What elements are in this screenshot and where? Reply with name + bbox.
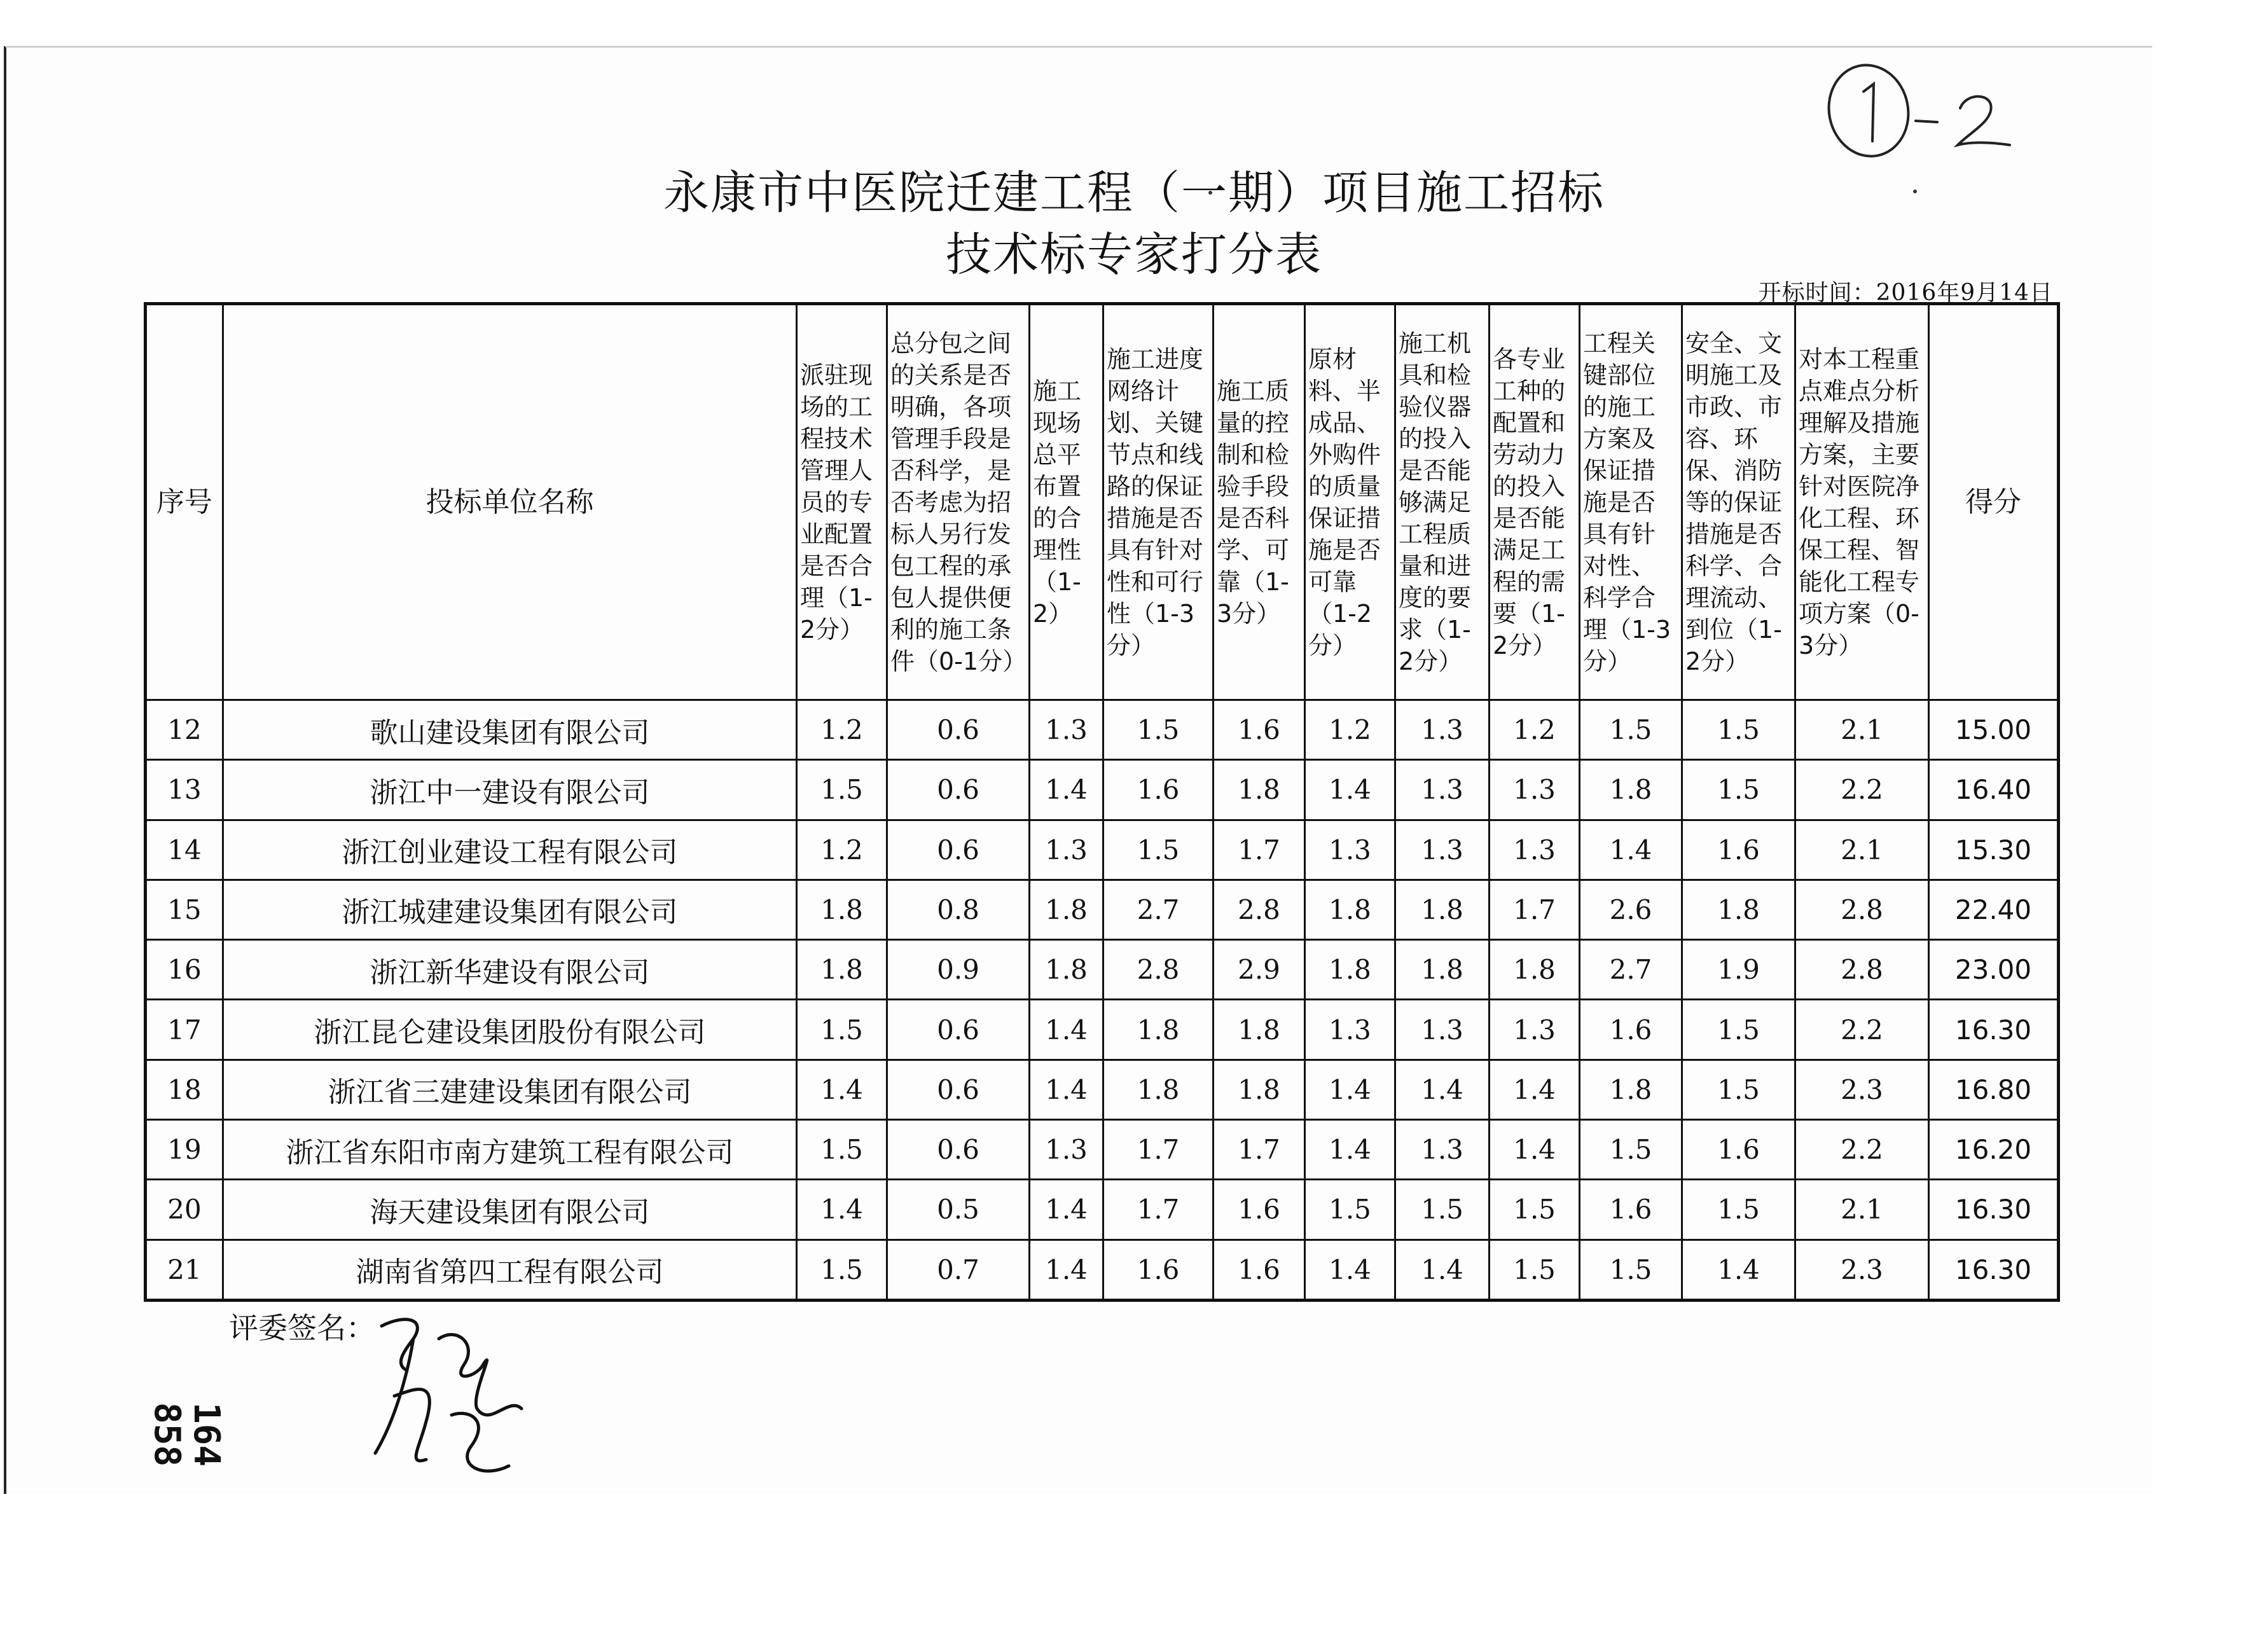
- page-number-line: 164: [186, 1402, 227, 1467]
- header-cell: 安全、文明施工及市政、市容、环保、消防等的保证措施是否科学、合理流动、到位（1-2分）: [1682, 304, 1795, 700]
- score-cell: 2.2: [1795, 1000, 1929, 1060]
- total-score: 16.30: [1929, 1000, 2059, 1060]
- score-cell: 2.8: [1103, 940, 1214, 1000]
- score-cell: 1.5: [1682, 1000, 1795, 1060]
- document-title: 永康市中医院迁建工程（一期）项目施工招标: [663, 166, 1605, 219]
- score-cell: 1.4: [1395, 1240, 1490, 1300]
- score-cell: 1.4: [1580, 820, 1682, 880]
- header-cell: 各专业工种的配置和劳动力的投入是否能满足工程的需要（1-2分）: [1490, 304, 1580, 700]
- score-cell: 1.5: [1580, 1240, 1682, 1300]
- score-cell: 2.8: [1795, 940, 1929, 1000]
- table-row: [146, 1119, 2059, 1179]
- score-cell: 1.8: [1214, 1060, 1305, 1119]
- score-cell: 1.8: [1395, 880, 1490, 939]
- company-name: 浙江省三建建设集团有限公司: [223, 1060, 797, 1119]
- score-cell: 1.5: [1682, 760, 1795, 820]
- score-cell: 1.8: [1395, 940, 1490, 1000]
- score-cell: 1.8: [1305, 880, 1395, 939]
- table-row: [146, 1240, 2059, 1300]
- score-cell: 1.3: [1395, 760, 1490, 820]
- header-cell: 序号: [146, 304, 223, 700]
- score-cell: 1.5: [797, 1240, 887, 1300]
- score-cell: 1.4: [1030, 1180, 1103, 1240]
- score-cell: 1.8: [1214, 1000, 1305, 1060]
- score-cell: 1.8: [797, 940, 887, 1000]
- score-cell: 1.6: [1103, 760, 1214, 820]
- table-row: [146, 880, 2059, 939]
- header-cell: 得分: [1929, 304, 2059, 700]
- score-cell: 1.8: [1580, 760, 1682, 820]
- total-score: 16.30: [1929, 1180, 2059, 1240]
- row-number: 19: [146, 1119, 223, 1179]
- score-cell: 1.6: [1682, 1119, 1795, 1179]
- score-cell: 1.4: [1305, 1119, 1395, 1179]
- score-cell: 1.8: [1214, 760, 1305, 820]
- score-cell: 1.3: [1030, 700, 1103, 760]
- score-cell: 1.3: [1030, 1119, 1103, 1179]
- score-cell: 2.7: [1580, 940, 1682, 1000]
- header-cell: 施工现场总平布置的合理性（1-2）: [1030, 304, 1103, 700]
- score-cell: 1.3: [1305, 820, 1395, 880]
- score-table: [144, 302, 2060, 1302]
- row-number: 12: [146, 700, 223, 760]
- score-cell: 1.8: [1490, 940, 1580, 1000]
- score-cell: 1.4: [1395, 1060, 1490, 1119]
- header-cell: 对本工程重点难点分析理解及措施方案，主要针对医院净化工程、环保工程、智能化工程专项方案（0-3分）: [1795, 304, 1929, 700]
- row-number: 21: [146, 1240, 223, 1300]
- score-cell: 2.1: [1795, 820, 1929, 880]
- score-cell: 1.2: [1490, 700, 1580, 760]
- score-cell: 1.5: [797, 1119, 887, 1179]
- company-name: 浙江新华建设有限公司: [223, 940, 797, 1000]
- score-cell: 1.6: [1580, 1000, 1682, 1060]
- page-number-line: 858: [146, 1402, 188, 1467]
- score-cell: 1.5: [1103, 700, 1214, 760]
- row-number: 13: [146, 760, 223, 820]
- score-cell: 1.7: [1103, 1180, 1214, 1240]
- score-cell: 1.5: [1682, 1180, 1795, 1240]
- score-cell: 1.3: [1490, 820, 1580, 880]
- score-cell: 0.6: [887, 820, 1030, 880]
- score-cell: 1.3: [1030, 820, 1103, 880]
- table-row: [146, 760, 2059, 820]
- score-cell: 1.4: [1030, 760, 1103, 820]
- score-cell: 0.6: [887, 1119, 1030, 1179]
- score-cell: 1.7: [1490, 880, 1580, 939]
- company-name: 浙江城建建设集团有限公司: [223, 880, 797, 939]
- score-cell: 1.6: [1580, 1180, 1682, 1240]
- table-row: [146, 1000, 2059, 1060]
- score-cell: 1.7: [1103, 1119, 1214, 1179]
- score-cell: 1.6: [1214, 700, 1305, 760]
- score-cell: 2.3: [1795, 1240, 1929, 1300]
- header-row: [146, 304, 2059, 700]
- score-cell: 1.5: [1580, 1119, 1682, 1179]
- header-cell: 施工机具和检验仪器的投入是否能够满足工程质量和进度的要求（1-2分）: [1395, 304, 1490, 700]
- score-cell: 1.4: [797, 1180, 887, 1240]
- score-cell: 1.5: [797, 1000, 887, 1060]
- score-cell: 1.4: [1490, 1060, 1580, 1119]
- total-score: 23.00: [1929, 940, 2059, 1000]
- score-cell: 1.5: [1305, 1180, 1395, 1240]
- open-time: 开标时间：2016年9月14日: [1758, 280, 2053, 306]
- total-score: 16.20: [1929, 1119, 2059, 1179]
- score-cell: 0.6: [887, 1000, 1030, 1060]
- score-cell: 2.8: [1795, 880, 1929, 939]
- table-row: [146, 1180, 2059, 1240]
- score-cell: 1.2: [797, 700, 887, 760]
- score-cell: 1.5: [1580, 700, 1682, 760]
- document-subtitle: 技术标专家打分表: [945, 228, 1322, 281]
- header-cell: 施工进度网络计划、关键节点和线路的保证措施是否具有针对性和可行性（1-3分）: [1103, 304, 1214, 700]
- score-cell: 2.1: [1795, 1180, 1929, 1240]
- score-cell: 1.8: [1682, 880, 1795, 939]
- score-cell: 2.1: [1795, 700, 1929, 760]
- score-cell: 2.2: [1795, 1119, 1929, 1179]
- total-score: 15.30: [1929, 820, 2059, 880]
- score-cell: 1.4: [797, 1060, 887, 1119]
- score-cell: 1.3: [1490, 760, 1580, 820]
- score-cell: 1.4: [1305, 760, 1395, 820]
- header-cell: 派驻现场的工程技术管理人员的专业配置是否合理（1-2分）: [797, 304, 887, 700]
- score-cell: 0.9: [887, 940, 1030, 1000]
- score-cell: 1.4: [1030, 1060, 1103, 1119]
- score-cell: 0.7: [887, 1240, 1030, 1300]
- total-score: 16.80: [1929, 1060, 2059, 1119]
- score-cell: 1.8: [1030, 940, 1103, 1000]
- header-cell: 施工质量的控制和检验手段是否科学、可靠（1-3分）: [1214, 304, 1305, 700]
- score-cell: 1.7: [1214, 820, 1305, 880]
- score-cell: 1.4: [1490, 1119, 1580, 1179]
- row-number: 18: [146, 1060, 223, 1119]
- score-cell: 0.6: [887, 700, 1030, 760]
- score-cell: 1.8: [1580, 1060, 1682, 1119]
- score-cell: 1.8: [1103, 1000, 1214, 1060]
- score-cell: 1.4: [1305, 1240, 1395, 1300]
- score-cell: 1.4: [1305, 1060, 1395, 1119]
- header-cell: 工程关键部位的施工方案及保证措施是否具有针对性、科学合理（1-3分）: [1580, 304, 1682, 700]
- score-cell: 1.3: [1395, 700, 1490, 760]
- score-cell: 2.7: [1103, 880, 1214, 939]
- score-cell: 2.6: [1580, 880, 1682, 939]
- score-cell: 1.3: [1305, 1000, 1395, 1060]
- company-name: 海天建设集团有限公司: [223, 1180, 797, 1240]
- score-cell: 1.5: [1490, 1180, 1580, 1240]
- score-cell: 1.6: [1682, 820, 1795, 880]
- score-cell: 1.8: [1305, 940, 1395, 1000]
- score-cell: 1.9: [1682, 940, 1795, 1000]
- score-cell: 1.5: [1682, 1060, 1795, 1119]
- table-row: [146, 820, 2059, 880]
- score-cell: 0.5: [887, 1180, 1030, 1240]
- company-name: 浙江创业建设工程有限公司: [223, 820, 797, 880]
- score-cell: 1.4: [1030, 1000, 1103, 1060]
- score-cell: 1.2: [797, 820, 887, 880]
- score-cell: 2.3: [1795, 1060, 1929, 1119]
- score-cell: 1.5: [1395, 1180, 1490, 1240]
- score-cell: 1.3: [1395, 820, 1490, 880]
- score-cell: 1.3: [1395, 1000, 1490, 1060]
- score-cell: 1.3: [1395, 1119, 1490, 1179]
- total-score: 16.40: [1929, 760, 2059, 820]
- score-cell: 1.6: [1103, 1240, 1214, 1300]
- score-cell: 1.6: [1214, 1240, 1305, 1300]
- score-cell: 1.2: [1305, 700, 1395, 760]
- signer-label: 评委签名：: [229, 1311, 375, 1345]
- company-name: 浙江中一建设有限公司: [223, 760, 797, 820]
- row-number: 16: [146, 940, 223, 1000]
- row-number: 15: [146, 880, 223, 939]
- row-number: 20: [146, 1180, 223, 1240]
- score-cell: 0.6: [887, 760, 1030, 820]
- score-cell: 1.5: [1682, 700, 1795, 760]
- score-cell: 2.8: [1214, 880, 1305, 939]
- page-number: [137, 1402, 226, 1479]
- header-cell: 原材料、半成品、外购件的质量保证措施是否可靠（1-2分）: [1305, 304, 1395, 700]
- score-cell: 1.6: [1214, 1180, 1305, 1240]
- score-cell: 0.8: [887, 880, 1030, 939]
- table-row: [146, 700, 2059, 760]
- company-name: 歌山建设集团有限公司: [223, 700, 797, 760]
- total-score: 15.00: [1929, 700, 2059, 760]
- header-cell: 总分包之间的关系是否明确，各项管理手段是否科学，是否考虑为招标人另行发包工程的承包人提供便利的施工条件（0-1分）: [887, 304, 1030, 700]
- score-cell: 1.8: [797, 880, 887, 939]
- score-cell: 0.6: [887, 1060, 1030, 1119]
- score-cell: 1.5: [1490, 1240, 1580, 1300]
- signature: [369, 1301, 534, 1485]
- score-cell: 2.9: [1214, 940, 1305, 1000]
- table-body: [146, 700, 2059, 1301]
- total-score: 22.40: [1929, 880, 2059, 939]
- table-row: [146, 940, 2059, 1000]
- score-cell: 1.5: [797, 760, 887, 820]
- score-cell: 1.8: [1030, 880, 1103, 939]
- table-row: [146, 1060, 2059, 1119]
- score-cell: 1.4: [1682, 1240, 1795, 1300]
- row-number: 14: [146, 820, 223, 880]
- total-score: 16.30: [1929, 1240, 2059, 1300]
- score-cell: 1.4: [1030, 1240, 1103, 1300]
- score-cell: 1.8: [1103, 1060, 1214, 1119]
- score-cell: 1.5: [1103, 820, 1214, 880]
- company-name: 湖南省第四工程有限公司: [223, 1240, 797, 1300]
- company-name: 浙江省东阳市南方建筑工程有限公司: [223, 1119, 797, 1179]
- score-cell: 1.3: [1490, 1000, 1580, 1060]
- score-cell: 2.2: [1795, 760, 1929, 820]
- header-cell: 投标单位名称: [223, 304, 797, 700]
- row-number: 17: [146, 1000, 223, 1060]
- company-name: 浙江昆仑建设集团股份有限公司: [223, 1000, 797, 1060]
- score-cell: 1.7: [1214, 1119, 1305, 1179]
